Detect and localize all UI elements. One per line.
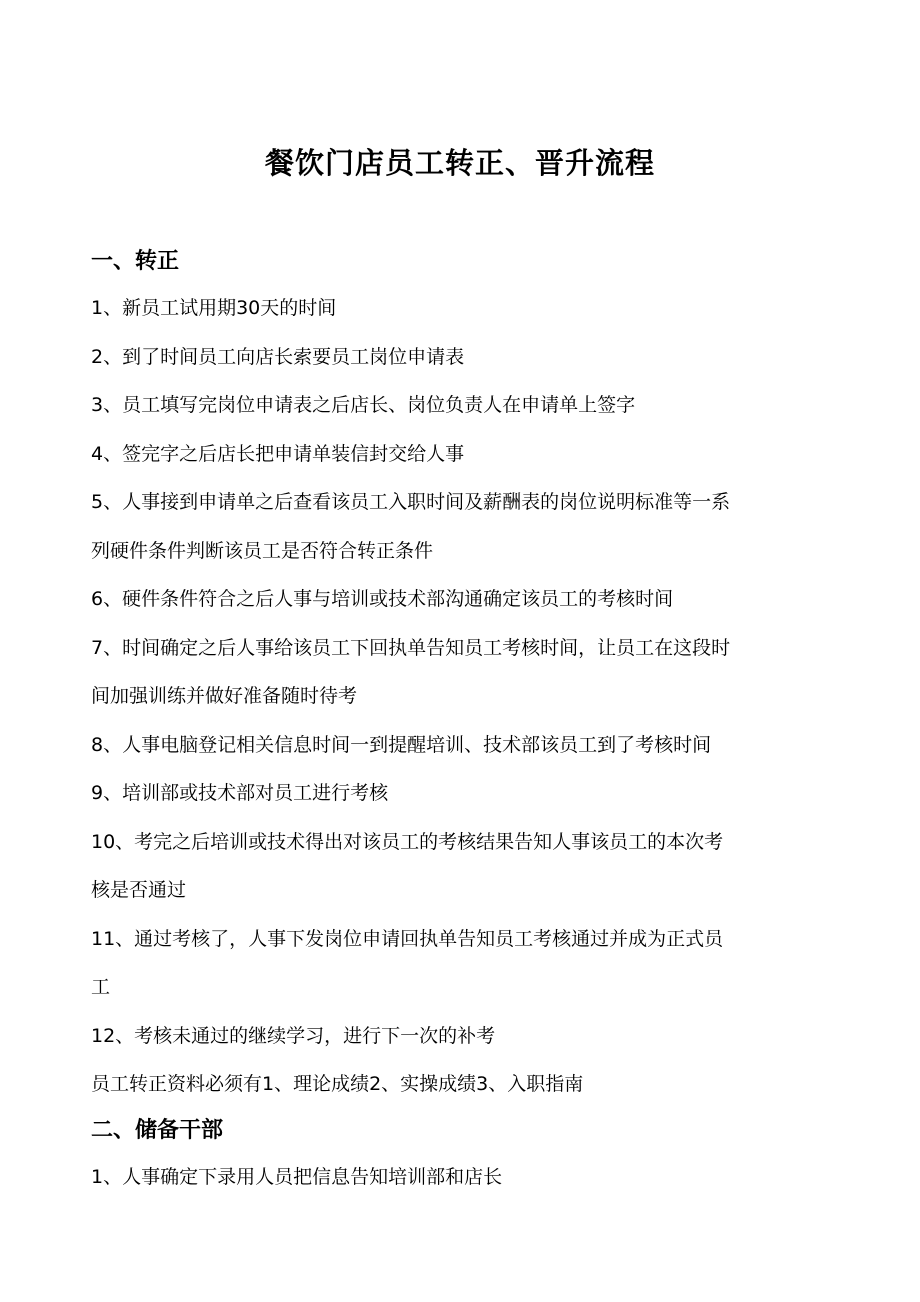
reserve-paragraph-1: 1、人事确定下录用人员把信息告知培训部和店长 — [91, 1165, 503, 1188]
paragraph-7-line-1: 7、时间确定之后人事给该员工下回执单告知员工考核时间，让员工在这段时 — [91, 636, 731, 659]
paragraph-4: 4、签完字之后店长把申请单装信封交给人事 — [91, 442, 465, 465]
paragraph-10-line-1: 10、考完之后培训或技术得出对该员工的考核结果告知人事该员工的本次考 — [91, 830, 724, 853]
paragraph-11-line-2: 工 — [91, 976, 111, 998]
document-title: 餐饮门店员工转正、晋升流程 — [264, 146, 655, 180]
document-body — [91, 240, 831, 1201]
paragraph-6: 6、硬件条件符合之后人事与培训或技术部沟通确定该员工的考核时间 — [91, 588, 674, 610]
paragraph-7-line-2: 间加强训练并做好准备随时待考 — [91, 685, 358, 707]
paragraph-5-line-2: 列硬件条件判断该员工是否符合转正条件 — [91, 539, 434, 562]
paragraph-9: 9、培训部或技术部对员工进行考核 — [91, 782, 389, 804]
paragraph-10-line-2: 核是否通过 — [91, 879, 187, 901]
paragraph-2: 2、到了时间员工向店长索要员工岗位申请表 — [91, 345, 465, 368]
paragraph-8: 8、人事电脑登记相关信息时间一到提醒培训、技术部该员工到了考核时间 — [91, 733, 712, 756]
paragraph-11-line-1: 11、通过考核了，人事下发岗位申请回执单告知员工考核通过并成为正式员 — [91, 927, 724, 950]
paragraph-5-line-1: 5、人事接到申请单之后查看该员工入职时间及薪酬表的岗位说明标准等一系 — [91, 491, 731, 513]
section-heading-reserve-cadre: 二、储备干部 — [91, 1117, 224, 1143]
paragraph-12: 12、考核未通过的继续学习，进行下一次的补考 — [91, 1024, 496, 1047]
probation-requirements: 员工转正资料必须有1、理论成绩2、实操成绩3、入职指南 — [91, 1073, 584, 1095]
section-heading-probation: 一、转正 — [91, 249, 180, 274]
paragraph-3: 3、员工填写完岗位申请表之后店长、岗位负责人在申请单上签字 — [91, 394, 636, 416]
paragraph-1: 1、新员工试用期30天的时间 — [91, 297, 337, 319]
